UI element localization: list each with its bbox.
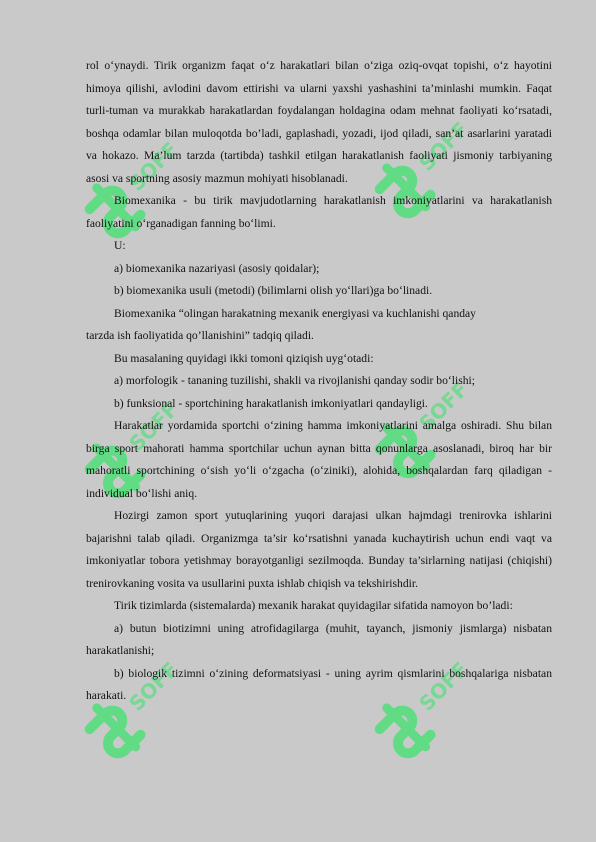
list-item: b) biologik tizimni o‘zining deformatsiyasi - uning ayrim qismlarini boshqalariga nisbatan harakati.: [86, 666, 552, 702]
list-item: b) biomexanika usuli (metodi) (bilimlarni olish yo‘llari)ga bo‘linadi.: [114, 284, 433, 297]
paragraph: Biomexanika - bu tirik mavjudotlarning harakatlanish imkoniyatlarini va harakatlanish faoliyatini o‘rganadigan fanning bo‘limi.: [86, 194, 552, 230]
paragraph: tarzda ish faoliyatida qo’llanishini” tadqiq qiladi.: [86, 329, 314, 342]
paragraph: Biomexanika “olingan harakatning mexanik energiyasi va kuchlanishi qanday: [114, 306, 476, 320]
paragraph: U:: [114, 239, 126, 252]
paragraph: Tirik tizimlarda (sistemalarda) mexanik harakat quyidagilar sifatida namoyon bo’ladi:: [114, 599, 513, 612]
svg-text:SOFF: SOFF: [414, 660, 470, 716]
svg-text:SOFF: SOFF: [414, 380, 470, 436]
svg-text:SOFF: SOFF: [124, 140, 180, 196]
paragraph: rol o‘ynaydi. Tirik organizm faqat o‘z harakatlari bilan o‘ziga oziq-ovqat topishi, o‘z hayotini himoya qilishi, avlodini davom ettirishi va ularni yaxshi yashashini ta’minlashi mumkin. Faqat turli-tuman va murakkab harakatlardan foydalangan holdagina odam mehnat faoliyati ko‘rsatadi, boshqa odamlar bilan muloqotda bo’ladi, gaplashadi, yozadi, ijod qiladi, san’at asarlarini yaratadi va hokazo. Ma’lum tarzda (tartibda) tashkil etilgan harakatlanish faoliyati jismoniy tarbiyaning asosi va sportning asosiy mazmun mohiyati hisoblanadi.: [86, 59, 552, 185]
list-item: a) butun biotizimni uning atrofidagilarga (muhit, tayanch, jismoniy jismlarga) nisbatan harakatlanishi;: [86, 621, 552, 657]
paragraph: Hozirgi zamon sport yutuqlarining yuqori darajasi ulkan hajmdagi trenirovka ishlarini bajarishni talab qiladi. Organizmga ta’sir ko‘rsatishni yanada kuchaytirish uchun endi vaqt va imkoniyatlar tobora yetishmay borayotganligi sezilmoqda. Bunday ta’sirlarning natijasi (chiqishi) trenirovkaning vosita va usullarini puxta ishlab chiqish va tekshirishdir.: [86, 509, 552, 590]
list-item: b) funksional - sportchining harakatlanish imkoniyatlari qandayligi.: [114, 396, 428, 410]
svg-text:SOFF: SOFF: [124, 660, 180, 716]
svg-text:SOFF: SOFF: [124, 400, 180, 456]
svg-text:SOFF: SOFF: [414, 120, 470, 176]
body-text: [86, 55, 552, 708]
paragraph: Harakatlar yordamida sportchi o‘zining hamma imkoniyatlarini amalga oshiradi. Shu bilan birga sport mahorati hamma sportchilar uchun aynan bitta qonunlarga asoslanadi, biroq har bir mahoratli sportchining o‘sish yo‘li o‘zgacha (o‘ziniki), alohida, boshqalardan farq qiladigan - individual bo‘lishi aniq.: [86, 419, 552, 500]
list-item: a) morfologik - tananing tuzilishi, shakli va rivojlanishi qanday sodir bo‘lishi;: [114, 374, 475, 387]
list-item: a) biomexanika nazariyasi (asosiy qoidalar);: [114, 261, 320, 275]
paragraph: Bu masalaning quyidagi ikki tomoni qiziqish uyg‘otadi:: [114, 351, 374, 365]
